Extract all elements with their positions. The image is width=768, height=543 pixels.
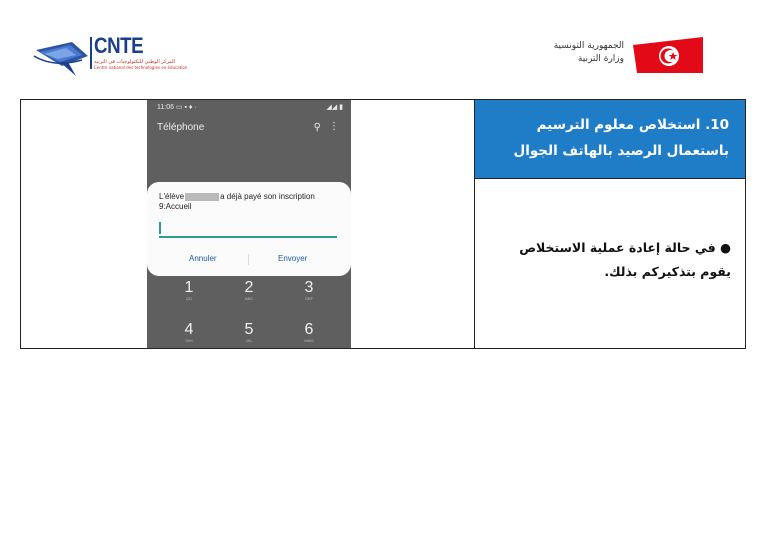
dialog-menu-option: 9:Accueil [159,202,192,211]
key-number: 4 [184,321,194,338]
ministry-line1: الجمهورية التونسية [553,41,624,51]
key-letters: JKL [245,338,253,343]
ussd-dialog [147,182,351,276]
ministry-line2: وزارة التربية [577,54,624,64]
dial-key-4[interactable] [169,322,209,344]
send-button[interactable]: Envoyer [278,254,308,263]
dial-key-6[interactable] [289,322,329,344]
instruction-table [20,99,746,349]
key-letters: ABC [244,296,254,301]
signal-icon: ◢◢ ▮ [326,104,343,111]
phone-screenshot [147,100,351,348]
cancel-button[interactable]: Annuler [189,254,217,263]
ministry-text [540,40,624,66]
dial-key-5[interactable] [229,322,269,344]
step-title: 10. استخلاص معلوم الترسيم باستعمال الرصيد بالهاتف الجوال [513,117,729,159]
dialog-message [159,192,344,212]
logo-divider [90,37,92,69]
more-options-icon[interactable]: ⋮ [329,121,339,132]
key-letters: QD [186,296,192,301]
status-time: 11:06 ▭ ▪ ♦ · [157,104,197,111]
cnte-subtitle-fr: Centre national des technologies en éducation [94,65,188,70]
key-number: 5 [244,321,254,338]
key-number: 1 [184,279,194,296]
table-row-divider [475,178,745,179]
cnte-title: CNTE [94,33,144,58]
redacted-name [185,193,219,201]
dialog-message-end: a déjà payé son inscription [220,192,315,201]
dial-key-3[interactable] [289,280,329,302]
dialog-message-start: L'élève [159,192,185,201]
key-letters: DEF [305,296,313,301]
status-time-text: 11:06 [157,104,174,111]
search-icon[interactable]: ⚲ [313,122,321,133]
key-number: 3 [304,279,314,296]
key-letters: GHI [185,338,193,343]
bullet-text: في حالة إعادة عملية الاستخلاص يقوم بتذكيركم بذلك. [519,240,731,279]
cnte-subtitle-ar: المركز الوطني للتكنولوجيات في التربية [94,59,176,65]
reply-input[interactable] [159,220,337,238]
key-number: 6 [304,321,314,338]
dial-key-1[interactable] [169,280,209,302]
key-number: 2 [244,279,254,296]
bullet-item: ● في حالة إعادة عملية الاستخلاص يقوم بتذكيركم بذلك. [519,240,731,279]
button-divider [248,254,249,265]
dial-key-2[interactable] [229,280,269,302]
key-letters: MNO [304,338,314,343]
text-caret [159,222,161,234]
phone-app-title: Téléphone [157,122,205,133]
tunisia-flag-icon [633,37,703,73]
